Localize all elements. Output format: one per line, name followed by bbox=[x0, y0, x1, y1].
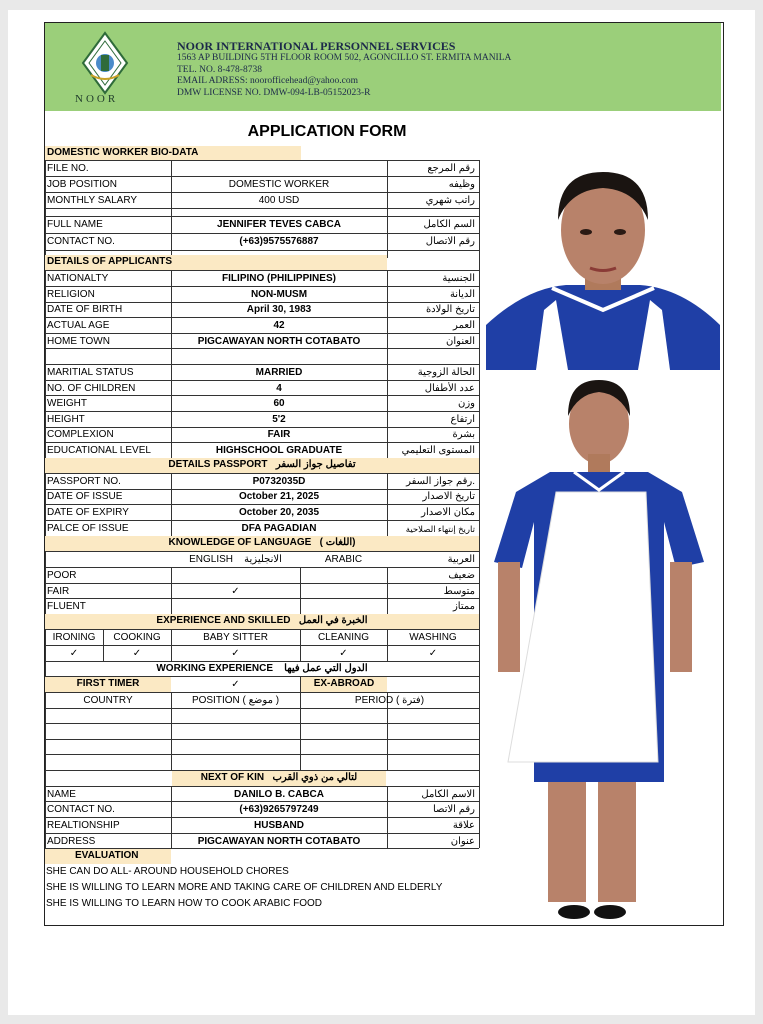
age-ar: العمر bbox=[453, 320, 475, 331]
education-ar: المستوى التعليمي bbox=[401, 445, 475, 456]
section-kin-en: NEXT OF KIN bbox=[200, 772, 265, 783]
file-no-label: FILE NO. bbox=[47, 163, 89, 174]
religion-value: NON-MUSM bbox=[250, 289, 308, 300]
lang-arabic-header: ARABIC bbox=[324, 554, 363, 565]
kin-relationship-ar: علاقة bbox=[452, 820, 475, 831]
kin-relationship-label: REALTIONSHIP bbox=[47, 820, 120, 831]
first-timer-label: FIRST TIMER bbox=[45, 677, 171, 692]
letterhead bbox=[45, 23, 721, 111]
contact-value: (+63)9575576887 bbox=[239, 236, 319, 247]
education-value: HIGHSCHOOL GRADUATE bbox=[215, 445, 343, 456]
col-period: PERIOD ( فترة) bbox=[354, 695, 425, 706]
evaluation-line-1: SHE CAN DO ALL- AROUND HOUSEHOLD CHORES bbox=[46, 866, 289, 877]
skill-baby-sitter: BABY SITTER bbox=[203, 632, 268, 643]
logo-wordmark: NOOR bbox=[75, 93, 119, 105]
section-evaluation: EVALUATION bbox=[45, 849, 171, 864]
nationality-value: FILIPINO (PHILIPPINES) bbox=[222, 273, 336, 284]
lang-english-ar: الانجليزية bbox=[244, 554, 282, 565]
hometown-label: HOME TOWN bbox=[47, 336, 110, 347]
ex-abroad-label: EX-ABROAD bbox=[301, 677, 387, 692]
full-name-label: FULL NAME bbox=[47, 219, 103, 230]
place-label: PALCE OF ISSUE bbox=[47, 523, 129, 534]
skill-baby-sitter-check: ✓ bbox=[231, 648, 240, 659]
children-label: NO. OF CHILDREN bbox=[47, 383, 136, 394]
kin-name-label: NAME bbox=[47, 789, 76, 800]
complexion-ar: بشرة bbox=[452, 429, 475, 440]
marital-label: MARITIAL STATUS bbox=[47, 367, 134, 378]
dob-value: April 30, 1983 bbox=[246, 304, 312, 315]
height-value: 5'2 bbox=[272, 414, 286, 425]
kin-contact-ar: رقم الاتصا bbox=[432, 804, 475, 815]
evaluation-line-2: SHE IS WILLING TO LEARN MORE AND TAKING CARE OF CHILDREN AND ELDERLY bbox=[46, 882, 443, 893]
complexion-value: FAIR bbox=[267, 429, 291, 440]
page-title: APPLICATION FORM bbox=[247, 123, 407, 140]
age-label: ACTUAL AGE bbox=[47, 320, 110, 331]
weight-label: WEIGHT bbox=[47, 398, 87, 409]
contact-ar: رقم الاتصال bbox=[425, 236, 475, 247]
company-address: 1563 AP BUILDING 5TH FLOOR ROOM 502, AGONCILLO ST. ERMITA MANILA bbox=[177, 53, 512, 63]
salary-ar: راتب شهري bbox=[425, 195, 475, 206]
section-language bbox=[45, 536, 479, 551]
complexion-label: COMPLEXION bbox=[47, 429, 114, 440]
religion-ar: الديانة bbox=[449, 289, 475, 300]
lang-english-en: ENGLISH bbox=[189, 554, 234, 565]
full-body-photo bbox=[486, 372, 720, 924]
lang-poor-ar: ضعيف bbox=[448, 570, 475, 581]
skill-ironing-check: ✓ bbox=[69, 648, 79, 659]
company-name: NOOR INTERNATIONAL PERSONNEL SERVICES bbox=[177, 39, 456, 53]
religion-label: RELIGION bbox=[47, 289, 95, 300]
lang-english-header bbox=[171, 553, 300, 567]
passport-no-label: PASSPORT NO. bbox=[47, 476, 121, 487]
lang-fair-label: FAIR bbox=[47, 586, 70, 597]
height-label: HEIGHT bbox=[47, 414, 85, 425]
skill-cleaning: CLEANING bbox=[317, 632, 370, 643]
education-label: EDUCATIONAL LEVEL bbox=[47, 445, 151, 456]
place-value: DFA PAGADIAN bbox=[241, 523, 317, 534]
expiry-label: DATE OF EXPIRY bbox=[47, 507, 129, 518]
hometown-value: PIGCAWAYAN NORTH COTABATO bbox=[197, 336, 361, 347]
weight-value: 60 bbox=[273, 398, 285, 409]
kin-address-label: ADDRESS bbox=[47, 836, 96, 847]
issue-label: DATE OF ISSUE bbox=[47, 491, 123, 502]
col-position: POSITION ( موضع ) bbox=[191, 695, 280, 706]
lang-fair-english: ✓ bbox=[231, 586, 240, 597]
weight-ar: وزن bbox=[457, 398, 475, 409]
skill-cooking: COOKING bbox=[113, 632, 161, 643]
job-value: DOMESTIC WORKER bbox=[228, 179, 330, 190]
place-ar: تاريخ إنتهاء الصلاحية bbox=[405, 524, 475, 534]
file-no-ar: رقم المرجع bbox=[427, 163, 475, 174]
children-value: 4 bbox=[276, 383, 282, 394]
company-tel: TEL. NO. 8-478-8738 bbox=[177, 64, 262, 75]
issue-value: October 21, 2025 bbox=[238, 491, 320, 502]
marital-value: MARRIED bbox=[255, 367, 303, 378]
dob-ar: تاريخ الولادة bbox=[425, 304, 475, 315]
dob-label: DATE OF BIRTH bbox=[47, 304, 123, 315]
expiry-value: October 20, 2035 bbox=[238, 507, 320, 518]
age-value: 42 bbox=[273, 320, 285, 331]
kin-contact-label: CONTACT NO. bbox=[47, 804, 115, 815]
section-details: DETAILS OF APPLICANTS bbox=[45, 255, 387, 270]
skill-ironing: IRONING bbox=[52, 632, 96, 643]
section-language-ar: ( اللغات) bbox=[319, 537, 356, 548]
hometown-ar: العنوان bbox=[446, 336, 475, 347]
section-work-ar: الدول التي عمل فيها bbox=[284, 663, 368, 674]
nationality-label: NATIONALTY bbox=[47, 273, 109, 284]
height-ar: ارتفاع bbox=[450, 414, 475, 425]
lang-fluent-label: FLUENT bbox=[47, 601, 86, 612]
company-email: EMAIL ADRESS: noorofficehead@yahoo.com bbox=[177, 76, 359, 86]
issue-ar: تاريخ الاصدار bbox=[422, 491, 475, 502]
passport-no-value: P0732035D bbox=[252, 476, 306, 487]
evaluation-line-3: SHE IS WILLING TO LEARN HOW TO COOK ARABIC FOOD bbox=[46, 898, 322, 909]
section-skills-en: EXPERIENCE AND SKILLED bbox=[156, 615, 291, 626]
section-passport bbox=[45, 458, 479, 473]
section-skills bbox=[45, 614, 479, 629]
salary-label: MONTHLY SALARY bbox=[47, 195, 138, 206]
company-info bbox=[177, 40, 511, 99]
nationality-ar: الجنسية bbox=[442, 273, 475, 284]
kin-address-value: PIGCAWAYAN NORTH COTABATO bbox=[197, 836, 361, 847]
lang-arabic-ar: العربية bbox=[447, 554, 475, 565]
section-kin-ar: لتالي من ذوي القرب bbox=[272, 772, 358, 783]
lang-poor-label: POOR bbox=[47, 570, 77, 581]
first-timer-check: ✓ bbox=[231, 679, 240, 690]
section-passport-en: DETAILS PASSPORT bbox=[168, 459, 268, 470]
passport-no-ar: رقم جواز السفر. bbox=[406, 476, 475, 487]
kin-name-ar: الاسم الكامل bbox=[421, 789, 475, 800]
col-country: COUNTRY bbox=[83, 695, 133, 706]
skill-cooking-check: ✓ bbox=[132, 648, 142, 659]
company-license: DMW LICENSE NO. DMW-094-LB-05152023-R bbox=[177, 87, 371, 98]
job-ar: وظيفه bbox=[448, 179, 475, 190]
job-label: JOB POSITION bbox=[47, 179, 118, 190]
skill-washing: WASHING bbox=[409, 632, 457, 643]
salary-value: 400 USD bbox=[258, 195, 300, 206]
kin-address-ar: عنوان bbox=[450, 836, 475, 847]
kin-relationship-value: HUSBAND bbox=[254, 820, 304, 831]
section-kin bbox=[172, 771, 386, 786]
full-name-value: JENNIFER TEVES CABCA bbox=[217, 219, 341, 230]
lang-fair-ar: متوسط bbox=[443, 586, 475, 597]
section-language-en: KNOWLEDGE OF LANGUAGE bbox=[168, 537, 312, 548]
section-work bbox=[45, 662, 479, 676]
skill-washing-check: ✓ bbox=[428, 648, 438, 659]
section-skills-ar: الخبرة في العمل bbox=[298, 615, 368, 626]
kin-contact-value: (+63)9265797249 bbox=[239, 804, 319, 815]
headshot-photo bbox=[486, 160, 720, 370]
section-biodata: DOMESTIC WORKER BIO-DATA bbox=[45, 146, 301, 160]
expiry-ar: مكان الاصدار bbox=[421, 507, 475, 518]
contact-label: CONTACT NO. bbox=[47, 236, 115, 247]
marital-ar: الحالة الزوجية bbox=[417, 367, 475, 378]
kin-name-value: DANILO B. CABCA bbox=[234, 789, 324, 800]
children-ar: عدد الأطفال bbox=[424, 383, 475, 394]
full-name-ar: السم الكامل bbox=[423, 219, 475, 230]
section-work-en: WORKING EXPERIENCE bbox=[156, 663, 274, 674]
lang-fluent-ar: ممتاز bbox=[452, 601, 475, 612]
skill-cleaning-check: ✓ bbox=[339, 648, 348, 659]
section-passport-ar: تفاصيل جواز السفر bbox=[275, 459, 356, 470]
